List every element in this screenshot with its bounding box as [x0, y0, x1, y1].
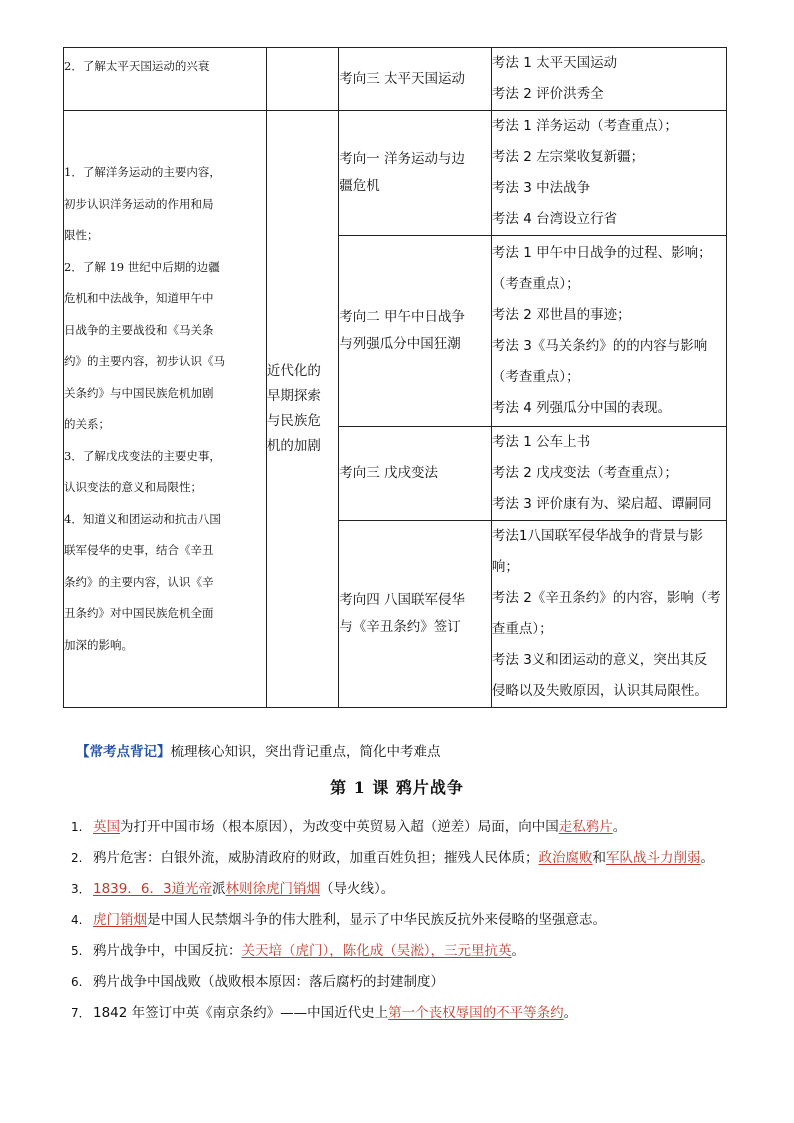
theme-cell-empty	[266, 48, 338, 111]
list-item-text: 鸦片危害：白银外流，威胁清政府的财政，加重百姓负担；摧残人民体质；	[93, 850, 539, 866]
requirement-line: 联军侵华的史事，结合《辛丑	[64, 543, 214, 557]
list-item-number: 5.	[71, 944, 83, 958]
list-item	[71, 815, 751, 846]
requirement-line: 关条约》与中国民族危机加剧	[64, 385, 214, 400]
key-term: 第一个丧权辱国的不平等条约	[388, 1005, 564, 1021]
key-term: 道光帝	[171, 881, 213, 897]
direction-cell	[339, 521, 492, 708]
law-item: 考法1八国联军侵华战争的背景与影	[491, 528, 703, 544]
law-item: （考查重点）；	[491, 369, 580, 385]
law-item: 考法 2 评价洪秀全	[491, 86, 604, 102]
list-item-text: 鸦片战争中，中国反抗：	[93, 943, 242, 959]
direction-label: 与列强瓜分中国狂潮	[339, 336, 461, 352]
direction-cell	[339, 111, 492, 236]
law-item: 考法 3 中法战争	[491, 180, 591, 196]
requirement-line: 危机和中法战争，知道甲午中	[64, 291, 214, 305]
curriculum-table	[63, 47, 727, 708]
list-item-number: 2.	[71, 851, 83, 865]
direction-label: 考向四 八国联军侵华	[339, 592, 466, 608]
direction-cell	[339, 48, 492, 111]
theme-line: 与民族危	[266, 413, 321, 429]
table-row	[64, 111, 727, 236]
requirement-line: 限性；	[64, 228, 99, 242]
list-item-text: 鸦片战争中国战败（战败根本原因：落后腐朽的封建制度）	[93, 974, 444, 990]
key-point-list	[71, 815, 751, 1032]
key-term: 虎门销烟	[93, 912, 147, 928]
law-item: 考法 2 戊戌变法（考查重点）；	[491, 465, 678, 481]
law-item: 考法 1 甲午中日战争的过程、影响；	[491, 245, 712, 261]
list-item	[71, 877, 751, 908]
law-item: 考法 2《辛丑条约》的内容，影响（考	[491, 590, 721, 606]
law-item: 考法 2 左宗棠收复新疆；	[491, 149, 645, 165]
requirement-line: 2．了解 19 世纪中后期的边疆	[64, 259, 220, 274]
requirement-cell	[64, 111, 267, 708]
direction-cell	[339, 236, 492, 427]
key-term: 政治腐败	[538, 850, 593, 866]
key-term: 1839．6．3	[93, 881, 172, 897]
list-item-number: 6.	[71, 975, 83, 989]
list-item-number: 1.	[71, 820, 83, 834]
list-item-text: 。	[612, 819, 627, 835]
key-term: 关天培（虎门），陈化成（吴淞），三元里抗英	[241, 943, 512, 959]
list-item	[71, 970, 751, 1001]
lesson-title: 第 1 课 鸦片战争	[330, 778, 464, 797]
law-item: 考法 3《马关条约》的的内容与影响	[491, 338, 708, 354]
theme-line: 早期探索	[266, 388, 321, 404]
list-item-text: 。	[563, 1005, 578, 1021]
law-item: 考法 3 评价康有为、梁启超、谭嗣同	[491, 496, 712, 512]
direction-label: 考向二 甲午中日战争	[339, 309, 466, 325]
requirement-line: 3．了解戊戌变法的主要史事，	[64, 448, 221, 463]
requirement-line: 4．知道义和团运动和抗击八国	[64, 511, 221, 526]
list-item	[71, 846, 751, 877]
list-item-text: 。	[511, 943, 525, 959]
law-cell	[491, 111, 726, 236]
memo-tag: 【常考点背记】	[76, 744, 171, 760]
list-item	[71, 1001, 751, 1032]
theme-cell	[266, 111, 338, 708]
theme-line: 近代化的	[266, 363, 321, 379]
memo-line	[76, 740, 441, 760]
list-item-text: 派	[212, 881, 226, 897]
requirement-line: 约》的主要内容，初步认识《马	[64, 354, 225, 368]
key-term: 走私鸦片	[558, 819, 613, 835]
direction-label: 与《辛丑条约》签订	[339, 619, 461, 635]
requirement-line: 初步认识洋务运动的作用和局	[64, 196, 214, 211]
law-item: 侵略以及失败原因，认识其局限性。	[491, 683, 708, 699]
law-item: 考法 1 太平天国运动	[491, 55, 618, 71]
requirement-line: 1．了解洋务运动的主要内容，	[64, 165, 221, 179]
direction-label: 考向三 太平天国运动	[339, 70, 466, 87]
memo-text: 梳理核心知识，突出背记重点，简化中考难点	[170, 744, 441, 760]
list-item-text: 是中国人民禁烟斗争的伟大胜利，显示了中华民族反抗外来侵略的坚强意志。	[147, 912, 606, 928]
law-item: 考法 1 洋务运动（考查重点）；	[491, 118, 678, 134]
list-item-text: 和	[592, 850, 606, 866]
theme-line: 机的加剧	[266, 438, 321, 454]
law-item: 响；	[491, 559, 519, 575]
key-term: 林则徐虎门销烟	[225, 881, 321, 897]
requirement-line: 条约》的主要内容，认识《辛	[64, 574, 214, 589]
list-item-text: 为打开中国市场（根本原因），为改变中英贸易入超（逆差）局面，向中国	[120, 819, 559, 835]
requirement-line: 日战争的主要战役和《马关条	[64, 322, 214, 337]
law-item: 考法 4 列强瓜分中国的表现。	[491, 400, 672, 416]
law-cell	[491, 236, 726, 427]
requirement-line: 的关系；	[64, 417, 110, 431]
list-item-number: 3．	[71, 882, 91, 896]
law-item: 查重点）；	[491, 621, 553, 637]
law-item: 考法 1 公车上书	[491, 434, 591, 450]
list-item-text: （导火线）。	[320, 881, 395, 897]
requirement-cell	[64, 48, 267, 111]
key-term: 军队战斗力削弱	[606, 850, 701, 866]
direction-label: 考向一 洋务运动与边	[339, 151, 466, 167]
list-item-number: 7．	[71, 1006, 91, 1020]
law-item: 考法 2 邓世昌的事迹；	[491, 307, 631, 323]
requirement-text: 2．了解太平天国运动的兴衰	[64, 59, 210, 73]
requirement-line: 丑条约》对中国民族危机全面	[64, 606, 214, 620]
list-item	[71, 908, 751, 939]
law-cell	[491, 48, 726, 111]
requirement-line: 加深的影响。	[64, 637, 133, 652]
law-cell	[491, 521, 726, 708]
direction-label: 考向三 戊戌变法	[339, 465, 439, 481]
list-item-text: 。	[700, 850, 714, 866]
list-item-text: 1842 年签订中英《南京条约》——中国近代史上	[93, 1005, 389, 1021]
direction-label: 疆危机	[339, 178, 380, 194]
list-item	[71, 939, 751, 970]
direction-cell	[339, 427, 492, 521]
law-item: 考法 4 台湾设立行省	[491, 211, 618, 227]
requirement-line: 认识变法的意义和局限性；	[64, 480, 202, 494]
key-term: 英国	[93, 819, 120, 835]
table-row	[64, 48, 727, 111]
list-item-number: 4.	[71, 913, 83, 927]
law-item: 考法 3义和团运动的意义，突出其反	[491, 652, 708, 668]
law-item: （考查重点）；	[491, 276, 580, 292]
law-cell	[491, 427, 726, 521]
